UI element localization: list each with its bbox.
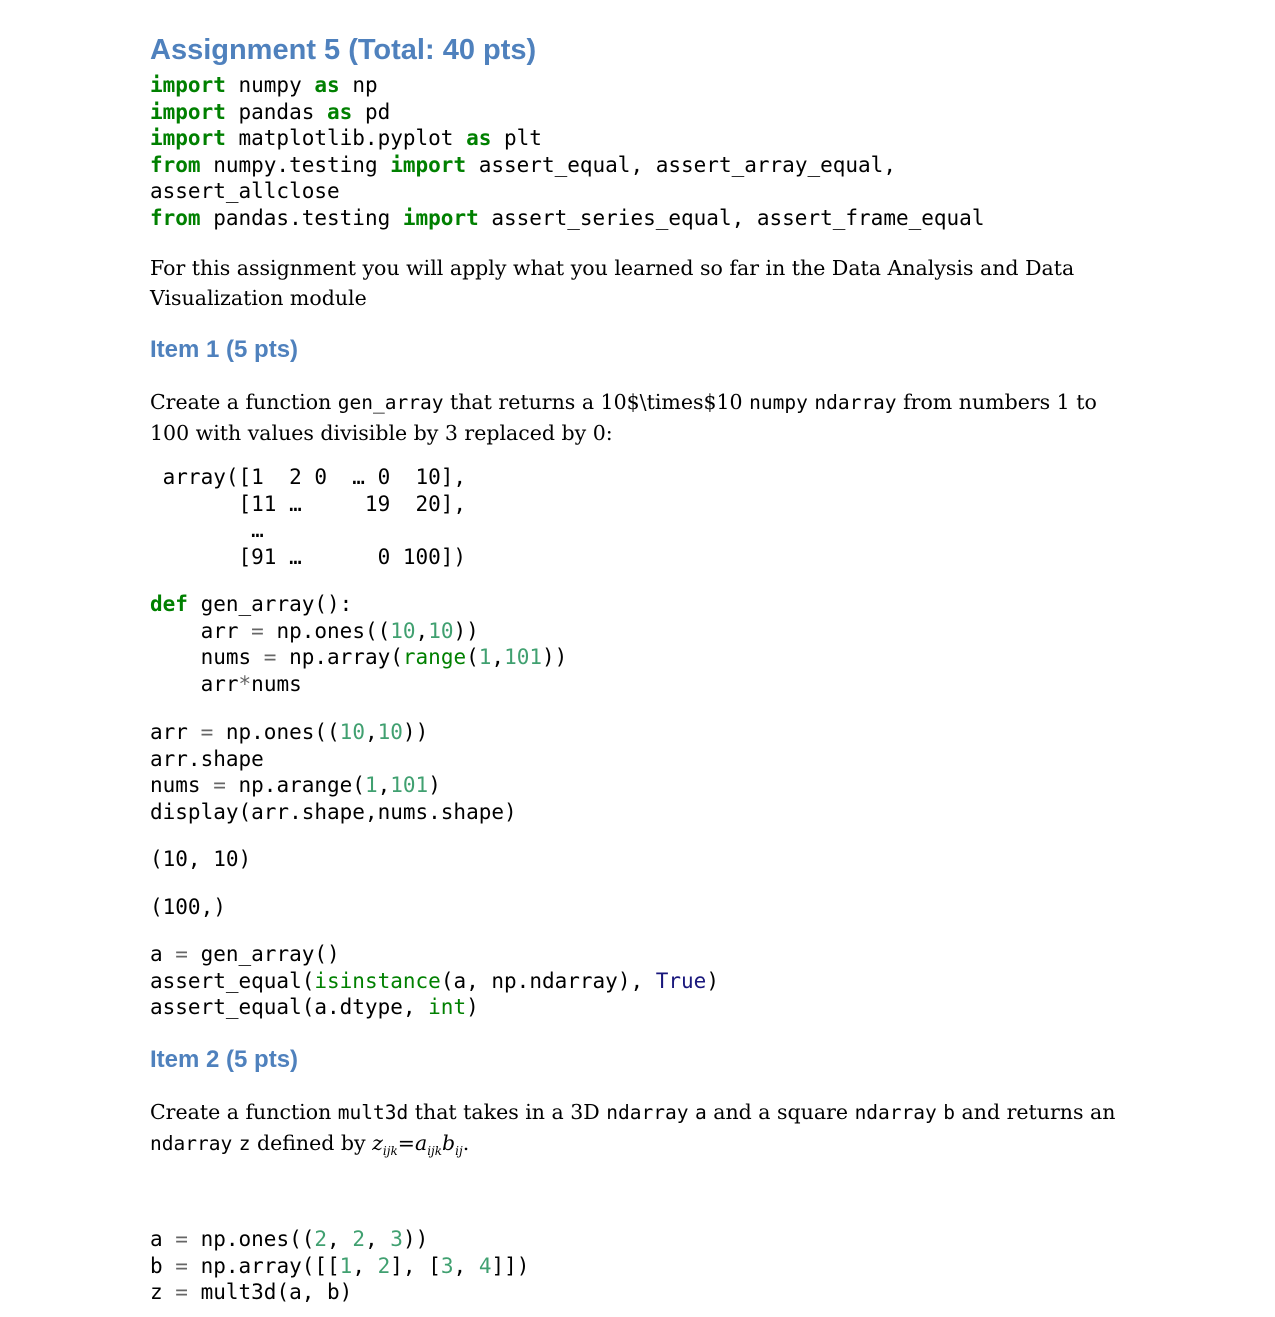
code-token: 1: [339, 1253, 353, 1278]
code-token: )): [402, 1227, 429, 1251]
code-token: nums: [150, 773, 214, 797]
math-symbol: .: [462, 1131, 470, 1155]
item1-description: [150, 387, 1125, 448]
prose-text: and a square: [706, 1100, 855, 1124]
code-token: arr: [150, 720, 201, 744]
code-token: assert_equal, assert_array_equal,: [466, 152, 896, 177]
item1-heading: Item 1 (5 pts): [150, 336, 299, 363]
code-token: 3: [440, 1253, 454, 1278]
code-token: arr: [150, 618, 252, 643]
example-output-block: array([1 2 0 … 0 10], [11 … 19 20], … [91 … 0 100]): [162, 465, 467, 569]
prose-text: that returns a 10$\times$10: [443, 390, 750, 414]
item2-description: [150, 1097, 1125, 1166]
code-token: ,: [453, 1253, 479, 1278]
code-token: True: [655, 968, 707, 993]
code-token: numpy.testing: [200, 152, 391, 177]
code-token: =: [175, 1227, 188, 1251]
code-token: assert_equal(: [150, 968, 315, 993]
code-token: as: [466, 126, 492, 150]
code-token: *: [238, 671, 252, 696]
shape-code-cell: [150, 719, 517, 825]
code-token: ,: [364, 720, 378, 744]
code-token: as: [314, 73, 340, 97]
code-token: gen_array(): [187, 942, 340, 966]
code-token: arr: [150, 671, 239, 696]
code-token: =: [175, 1280, 188, 1304]
code-token: )): [402, 720, 429, 744]
cell-output: (10, 10): [150, 847, 252, 871]
math-subscript: ijk: [382, 1144, 398, 1159]
code-token: =: [175, 1253, 188, 1278]
code-token: assert_series_equal, assert_frame_equal: [478, 205, 985, 230]
code-token: plt: [491, 126, 542, 150]
code-token: import: [402, 205, 479, 230]
mult3d-code-cell: [150, 1226, 529, 1306]
code-token: 1: [478, 645, 492, 669]
code-token: import: [390, 152, 467, 177]
code-token: a: [150, 942, 176, 966]
code-token: ,: [327, 1227, 353, 1251]
math-symbol: b: [442, 1131, 456, 1155]
code-token: ,: [491, 645, 505, 669]
prose-text: Create a function: [150, 1100, 338, 1124]
intro-paragraph: For this assignment you will apply what you learned so far in the Data Analysis and Data Visualization module: [150, 256, 1075, 310]
code-token: 101: [504, 645, 543, 669]
code-token: mult3d(a, b): [187, 1280, 353, 1304]
code-token: numpy: [225, 73, 315, 97]
code-token: np.array(: [276, 645, 403, 669]
inline-code: ndarray: [854, 1101, 937, 1124]
code-token: 101: [390, 773, 429, 797]
code-token: np: [339, 73, 378, 97]
code-token: )): [542, 645, 568, 669]
code-token: =: [251, 618, 264, 643]
code-token: from: [150, 152, 201, 177]
inline-code: ndarray: [814, 391, 897, 414]
code-token: )): [453, 618, 479, 643]
code-token: 10: [390, 618, 416, 643]
code-token: np.ones((: [263, 618, 391, 643]
page-title: Assignment 5 (Total: 40 pts): [150, 34, 537, 66]
prose-text: and returns an: [955, 1100, 1116, 1124]
code-token: import: [150, 126, 226, 150]
code-token: (a, np.ndarray),: [440, 968, 656, 993]
code-token: ,: [377, 773, 391, 797]
code-token: ,: [352, 1253, 378, 1278]
code-token: 4: [478, 1253, 492, 1278]
prose-text: from numbers 1 to 100 with values divisible by 3 replaced by 0:: [150, 390, 1097, 445]
code-token: 2: [377, 1253, 391, 1278]
math-subscript: ij: [455, 1144, 463, 1159]
math-symbol: z: [372, 1131, 383, 1155]
math-symbol: =: [397, 1131, 415, 1155]
code-token: nums: [251, 671, 302, 696]
assert-code-cell: [150, 941, 719, 1021]
code-token: isinstance: [314, 968, 441, 993]
inline-code: a: [694, 1101, 707, 1124]
code-token: 10: [339, 720, 365, 744]
code-token: pandas: [225, 99, 328, 124]
inline-code: ndarray: [150, 1132, 233, 1155]
code-token: pandas.testing: [200, 205, 403, 230]
code-token: 1: [364, 773, 378, 797]
prose-text: that takes in a 3D: [408, 1100, 607, 1124]
code-token: np.array([[: [187, 1253, 340, 1278]
inline-code: z: [238, 1132, 251, 1155]
imports-code-cell: [150, 72, 984, 231]
code-token: import: [150, 73, 226, 97]
code-token: 10: [377, 720, 403, 744]
code-token: ): [466, 995, 479, 1019]
code-token: ,: [365, 1227, 391, 1251]
code-token: as: [327, 99, 353, 124]
inline-code: b: [943, 1101, 956, 1124]
code-token: 2: [314, 1227, 328, 1251]
math-formula: [372, 1131, 470, 1159]
code-token: a: [150, 1227, 176, 1251]
code-token: import: [150, 99, 226, 124]
code-token: pd: [352, 99, 391, 124]
inline-code: numpy: [749, 391, 808, 414]
code-token: assert_equal(a.dtype,: [150, 995, 429, 1019]
code-token: from: [150, 205, 201, 230]
code-token: ): [428, 773, 441, 797]
code-token: gen_array():: [187, 592, 353, 616]
code-token: ): [706, 968, 719, 993]
code-token: =: [200, 720, 214, 744]
math-symbol: a: [414, 1131, 428, 1155]
code-token: nums: [150, 645, 264, 669]
cell-output: (100,): [150, 895, 226, 919]
code-token: 10: [428, 618, 454, 643]
code-token: np.ones((: [213, 720, 340, 744]
prose-text: defined by: [250, 1131, 373, 1155]
inline-code: gen_array: [337, 391, 444, 414]
code-token: assert_allclose: [150, 179, 340, 203]
prose-text: Create a function: [150, 390, 338, 414]
code-token: def: [150, 592, 188, 616]
code-token: ]]): [491, 1253, 530, 1278]
inline-code: ndarray: [606, 1101, 689, 1124]
code-token: (: [466, 645, 479, 669]
code-token: 2: [352, 1227, 365, 1251]
code-token: b: [150, 1253, 176, 1278]
inline-code: mult3d: [337, 1101, 409, 1124]
code-token: arr.shape: [150, 746, 264, 771]
code-token: matplotlib.pyplot: [225, 126, 467, 150]
code-token: =: [263, 645, 277, 669]
gen-array-code-cell: [150, 591, 567, 697]
code-token: int: [428, 995, 467, 1019]
code-token: display(arr.shape,nums.shape): [150, 799, 517, 824]
code-token: ,: [415, 618, 429, 643]
code-token: =: [175, 942, 188, 966]
math-subscript: ijk: [427, 1144, 443, 1159]
code-token: np.ones((: [187, 1227, 315, 1251]
code-token: z: [150, 1280, 176, 1304]
code-token: ], [: [390, 1253, 441, 1278]
code-token: 3: [390, 1227, 403, 1251]
item2-heading: Item 2 (5 pts): [150, 1046, 299, 1073]
code-token: np.arange(: [225, 773, 365, 797]
code-token: range: [402, 645, 467, 669]
code-token: =: [213, 773, 226, 797]
